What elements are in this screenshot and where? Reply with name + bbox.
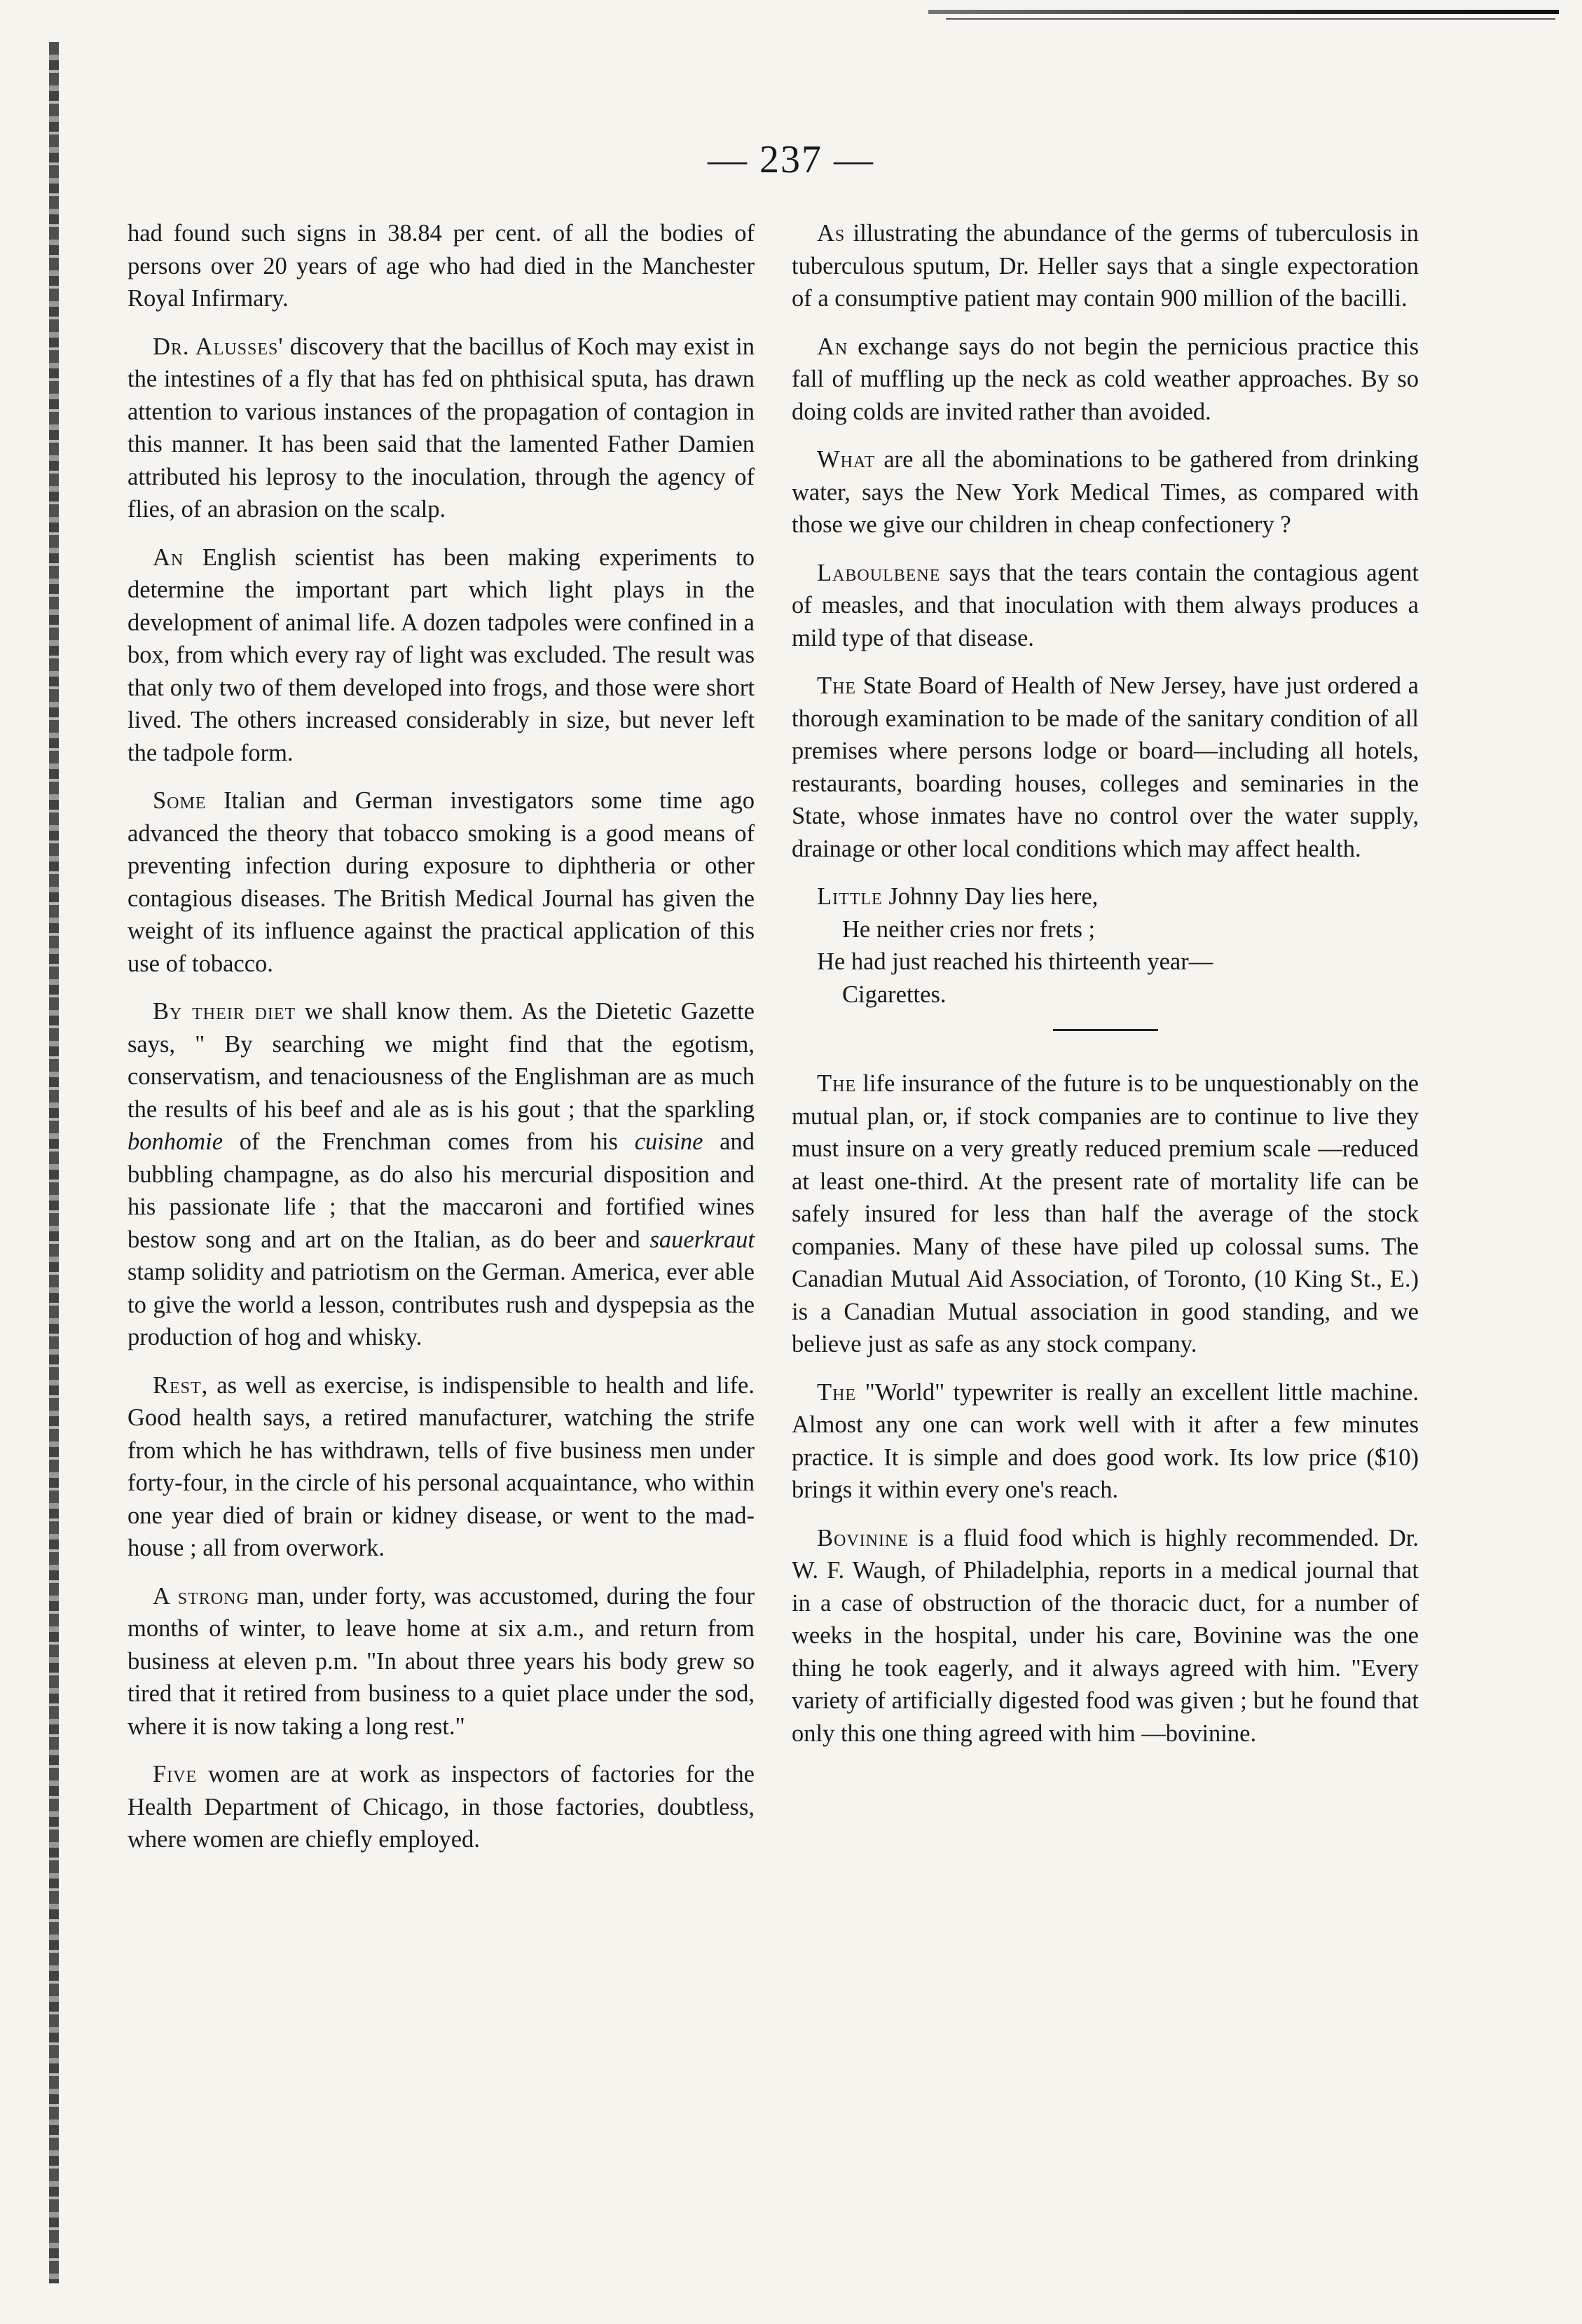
paragraph bbox=[128, 331, 755, 526]
scan-edge bbox=[49, 42, 59, 2283]
paragraph-text: is a fluid food which is highly recommended. Dr. W. F. Waugh, of Philadelphia, reports in a medical journal that in a case of obstruction of the thoracic duct, for a number of weeks in the hospital, under his care, Bovinine was the one thing he took eagerly, and it always agreed with him. "Every variety of artificially digested food was given ; but he found that only this one thing agreed with him —bovinine. bbox=[792, 1524, 1419, 1747]
paragraph-text: "World" typewriter is really an excellent little machine. Almost any one can work well with it after a few minutes practice. It is simple and does good work. Its low price ($10) brings it within every one's reach. bbox=[792, 1378, 1419, 1503]
paragraph bbox=[792, 1376, 1419, 1507]
paragraph-text: we shall know them. As the Dietetic Gazette says, " By searching we might find that the egotism, conservatism, and tenaciousness of the Englishman are as much the results of his beef and ale as is his gout ; that the sparkling bbox=[128, 998, 755, 1123]
paragraph-lead: An bbox=[817, 333, 848, 360]
paragraph-lead: By their diet bbox=[153, 998, 296, 1025]
paragraph-text: illustrating the abundance of the germs of tuberculosis in tuberculous sputum, Dr. Heller says that a single expectoration of a consumptive patient may contain 900 million of the bacilli. bbox=[792, 220, 1419, 312]
paragraph bbox=[128, 1758, 755, 1856]
italic-word: bonhomie bbox=[128, 1128, 223, 1155]
poem-text: Johnny Day lies here, bbox=[882, 883, 1099, 910]
paragraph-text: had found such signs in 38.84 per cent. of all the bodies of persons over 20 years of age who had died in the Manchester Royal Infirmary. bbox=[128, 220, 755, 312]
poem-line bbox=[817, 880, 1419, 913]
top-rule bbox=[928, 10, 1559, 14]
paragraph-lead: The bbox=[817, 1070, 857, 1097]
paragraph-lead: Laboulbene bbox=[817, 559, 941, 586]
paragraph-lead: An bbox=[153, 544, 184, 571]
poem bbox=[817, 880, 1419, 1011]
section-divider bbox=[1053, 1029, 1158, 1031]
paragraph-text: exchange says do not begin the pernicious practice this fall of muffling up the neck as cold weather approaches. By so doing colds are invited rather than avoided. bbox=[792, 333, 1419, 425]
paragraph-lead: Rest, bbox=[153, 1371, 209, 1399]
poem-line: He neither cries nor frets ; bbox=[842, 915, 1096, 943]
paragraph bbox=[128, 1369, 755, 1565]
paragraph-text: State Board of Health of New Jersey, have just ordered a thorough examination to be made of the sanitary condition of all premises where persons lodge or board—including all hotels, restaurants, boarding houses, colleges and seminaries in the State, whose inmates have no control over the water supply, drainage or other local conditions which may affect health. bbox=[792, 672, 1419, 862]
paragraph-text: life insurance of the future is to be unquestionably on the mutual plan, or, if stock companies are to continue to live they must insure on a very greatly reduced premium scale —reduced at least one-third. At the present rate of mortality life can be safely insured for less than half the average of the stock companies. Many of these have piled up colossal sums. The Canadian Mutual Aid Association, of Toronto, (10 King St., E.) is a Canadian Mutual association in good standing, and we believe just as safe as any stock company. bbox=[792, 1070, 1419, 1357]
paragraph-text: Italian and German investigators some time ago advanced the theory that tobacco smoking is a good means of preventing infection during exposure to diphtheria or other contagious diseases. The British Medical Journal has given the weight of its influence against the practical application of this use of tobacco. bbox=[128, 787, 755, 977]
poem-line: He had just reached his thirteenth year— bbox=[817, 948, 1213, 975]
paragraph-lead: Five bbox=[153, 1761, 198, 1787]
page-number: — 237 — bbox=[708, 138, 874, 181]
poem-lead: Little bbox=[817, 883, 883, 910]
paragraph-lead: As bbox=[817, 220, 846, 247]
italic-word: cuisine bbox=[634, 1128, 703, 1155]
paragraph bbox=[128, 541, 755, 770]
paragraph-lead: A strong bbox=[153, 1582, 249, 1610]
paragraph-lead: What bbox=[817, 446, 876, 473]
paragraph-text: English scientist has been making experiments to determine the important part which light plays in the development of animal life. A dozen tadpoles were confined in a box, from which every ray of light was excluded. The result was that only two of them developed into frogs, and those were short lived. The others increased considerably in size, but never left the tadpole form. bbox=[128, 544, 755, 766]
paragraph bbox=[792, 670, 1419, 865]
paragraph-lead: The bbox=[817, 1378, 857, 1406]
paragraph bbox=[792, 1522, 1419, 1750]
paragraph bbox=[792, 557, 1419, 655]
paragraph-text: women are at work as inspectors of factories for the Health Department of Chicago, in those factories, doubtless, where women are chiefly employed. bbox=[128, 1761, 755, 1853]
paragraph-text: as well as exercise, is indispensible to health and life. Good health says, a retired manufacturer, watching the strife from which he has withdrawn, tells of five business men under forty-four, in the circle of his personal acquaintance, who within one year died of brain or kidney disease, or went to the mad-house ; all from overwork. bbox=[128, 1371, 755, 1561]
paragraph-lead: Bovinine bbox=[817, 1524, 909, 1551]
top-rule-thin bbox=[946, 18, 1555, 20]
paragraph bbox=[792, 217, 1419, 315]
paragraph bbox=[792, 331, 1419, 429]
italic-word: sauerkraut bbox=[649, 1226, 755, 1253]
paragraph-text: are all the abominations to be gathered from drinking water, says the New York Medical Times, as compared with those we give our children in cheap confectionery ? bbox=[792, 446, 1419, 538]
paragraph-text: says that the tears contain the contagious agent of measles, and that inoculation with them always produces a mild type of that disease. bbox=[792, 559, 1419, 651]
paragraph-text: discovery that the bacillus of Koch may exist in the intestines of a fly that has fed on phthisical sputa, has drawn attention to various instances of the propagation of contagion in this manner. It has been said that the lamented Father Damien attributed his leprosy to the inoculation, through the agency of flies, of an abrasion on the scalp. bbox=[128, 333, 755, 523]
paragraph bbox=[792, 1067, 1419, 1361]
paragraph bbox=[128, 784, 755, 980]
poem-line: Cigarettes. bbox=[842, 981, 947, 1008]
paragraph-lead: Some bbox=[153, 787, 207, 814]
paragraph bbox=[128, 995, 755, 1354]
right-column bbox=[792, 217, 1419, 1765]
paragraph bbox=[792, 443, 1419, 541]
left-column bbox=[128, 217, 755, 1872]
paragraph bbox=[128, 1580, 755, 1743]
paragraph-text: of the Frenchman comes from his bbox=[223, 1128, 635, 1155]
paragraph-text: and bubbling champagne, as do also his mercurial disposition and his passionate life ; that the maccaroni and fortified wines bestow song and art on the Italian, as do beer and bbox=[128, 1128, 755, 1253]
paragraph-text: stamp solidity and patriotism on the German. America, ever able to give the world a lesson, contributes rush and dyspepsia as the production of hog and whisky. bbox=[128, 1259, 755, 1350]
paragraph-text: man, under forty, was accustomed, during the four months of winter, to leave home at six a.m., and return from business at eleven p.m. "In about three years his body grew so tired that it retired from business to a quiet place under the sod, where it is now taking a long rest." bbox=[128, 1582, 755, 1740]
paragraph-lead: The bbox=[817, 672, 857, 699]
paragraph-lead: Dr. Alusses' bbox=[153, 333, 284, 360]
paragraph bbox=[128, 217, 755, 315]
